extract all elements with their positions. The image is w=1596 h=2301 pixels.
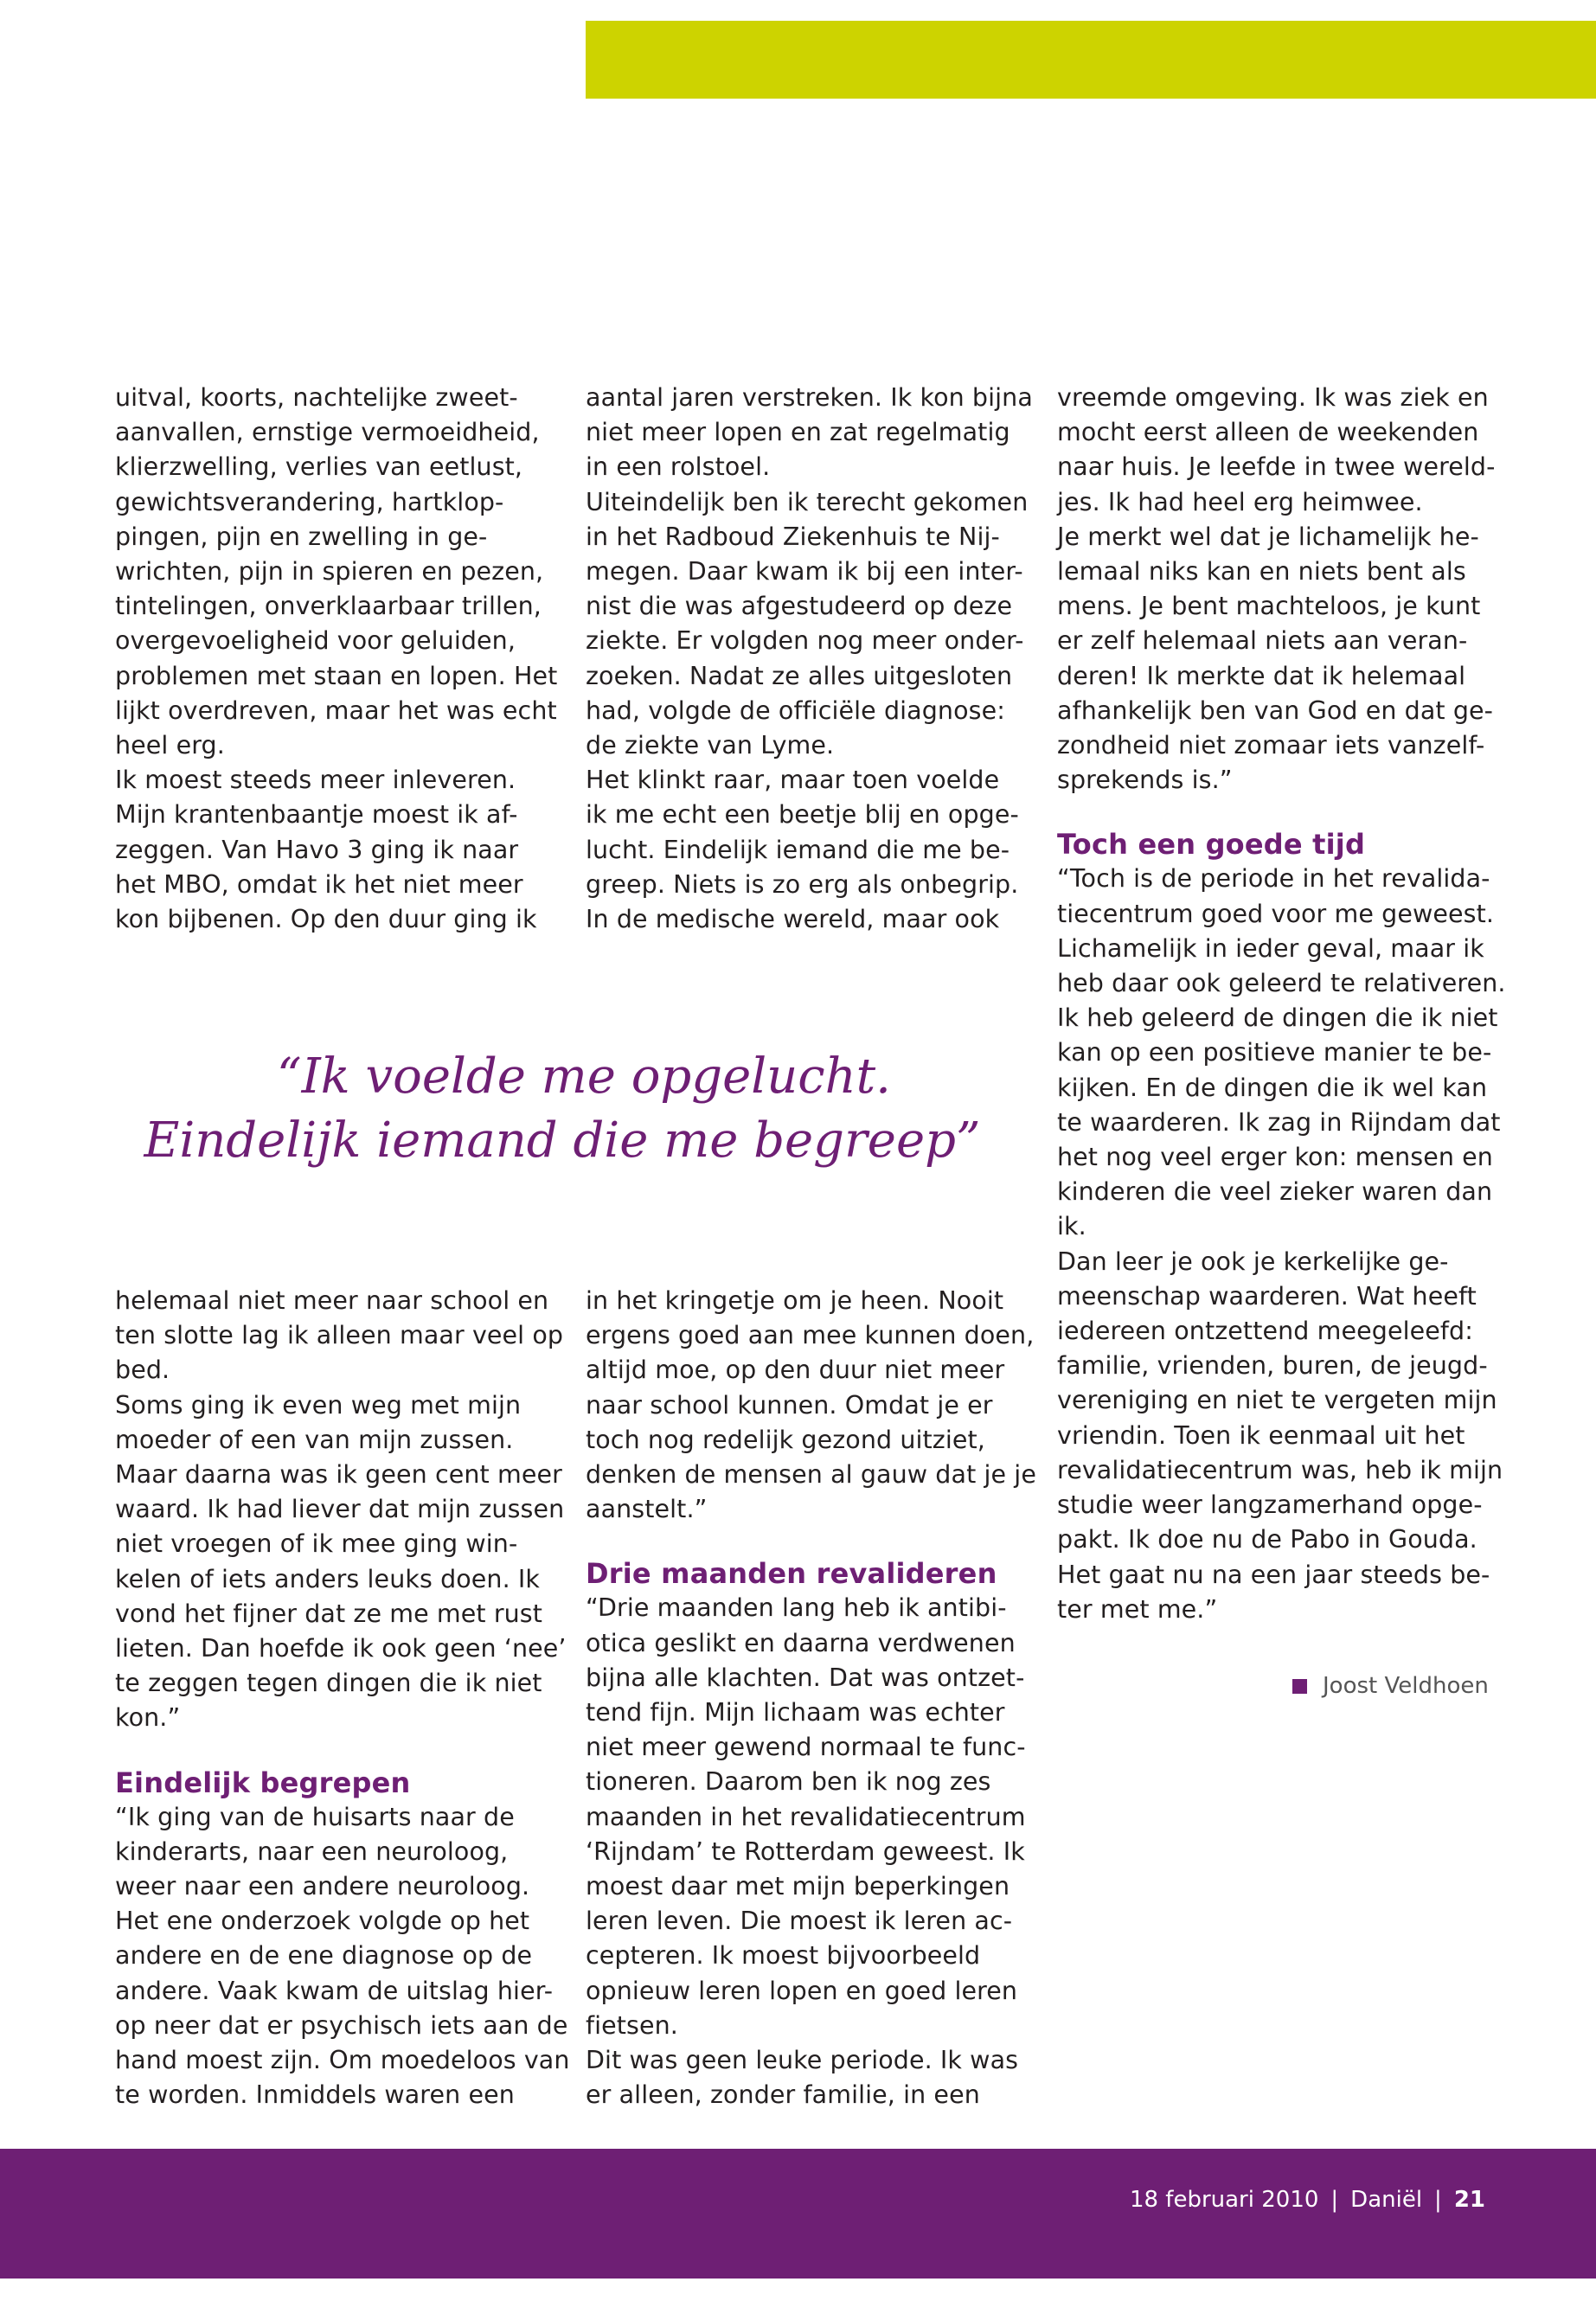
- text-line: andere en de ene diagnose op de: [115, 1941, 533, 1971]
- text-line: zeggen. Van Havo 3 ging ik naar: [115, 835, 519, 864]
- text-line: Het gaat nu na een jaar steeds be-: [1057, 1560, 1490, 1589]
- text-line: Dan leer je ook je kerkelijke ge-: [1057, 1247, 1449, 1276]
- footer-folio: [1130, 2185, 1485, 2214]
- top-accent-bar: [586, 21, 1596, 99]
- author-name: Joost Veldhoen: [1323, 1673, 1489, 1699]
- text-line: Je merkt wel dat je lichamelijk he-: [1057, 522, 1479, 551]
- text-line: pingen, pijn en zwelling in ge-: [115, 522, 488, 551]
- text-line: studie weer langzamerhand opge-: [1057, 1490, 1483, 1520]
- text-line: zondheid niet zomaar iets vanzelf-: [1057, 731, 1485, 760]
- text-line: afhankelijk ben van God en dat ge-: [1057, 695, 1494, 725]
- text-line: revalidatiecentrum was, heb ik mijn: [1057, 1455, 1503, 1484]
- footer-date: 18 februari 2010: [1129, 2187, 1319, 2213]
- text-line: in het Radboud Ziekenhuis te Nij-: [586, 522, 1000, 551]
- text-line: Uiteindelijk ben ik terecht gekomen: [586, 487, 1029, 516]
- pull-quote-line-2: Eindelijk iemand die me begreep”: [144, 1112, 981, 1169]
- page-number: 21: [1453, 2187, 1485, 2213]
- text-line: naar school kunnen. Omdat je er: [586, 1390, 993, 1420]
- text-line: kijken. En de dingen die ik wel kan: [1057, 1073, 1488, 1102]
- text-line: moeder of een van mijn zussen.: [115, 1425, 514, 1454]
- text-line: mocht eerst alleen de weekenden: [1057, 418, 1479, 447]
- text-line: “Toch is de periode in het revalida-: [1057, 864, 1490, 894]
- text-line: ergens goed aan mee kunnen doen,: [586, 1321, 1035, 1350]
- upper-column-2: [586, 381, 1033, 937]
- text-line: heb daar ook geleerd te relativeren.: [1057, 969, 1506, 998]
- text-line: tiecentrum goed voor me geweest.: [1057, 899, 1495, 928]
- lower-column-1-paragraph-1: [115, 1284, 570, 1736]
- text-line: niet meer gewend normaal te func-: [586, 1733, 1026, 1762]
- text-line: lijkt overdreven, maar het was echt: [115, 695, 557, 725]
- text-line: moest daar met mijn beperkingen: [586, 1872, 1010, 1901]
- text-line: het MBO, omdat ik het niet meer: [115, 869, 523, 899]
- text-line: vond het fijner dat ze me met rust: [115, 1599, 543, 1628]
- footer-bar: [0, 2149, 1596, 2279]
- pull-quote-line-1: “Ik voelde me opgelucht.: [277, 1048, 891, 1105]
- right-column-paragraph-2: [1057, 862, 1506, 1626]
- text-line: iedereen ontzettend meegeleefd:: [1057, 1317, 1473, 1346]
- text-line: In de medische wereld, maar ook: [586, 905, 1000, 934]
- footer-magazine-name: Daniël: [1350, 2187, 1423, 2213]
- text-line: niet vroegen of ik mee ging win-: [115, 1529, 518, 1559]
- lower-column-1-paragraph-2: [115, 1800, 570, 2113]
- section-heading-eindelijk-begrepen: Eindelijk begrepen: [115, 1766, 411, 1799]
- text-line: lieten. Dan hoefde ik ook geen ‘nee’: [115, 1634, 567, 1663]
- text-line: naar huis. Je leefde in twee wereld-: [1057, 452, 1496, 482]
- lower-column-2: [586, 1284, 1036, 2112]
- text-line: niet meer lopen en zat regelmatig: [586, 418, 1010, 447]
- text-line: aantal jaren verstreken. Ik kon bijna: [586, 383, 1033, 412]
- text-line: otica geslikt en daarna verdwenen: [586, 1628, 1016, 1657]
- text-line: Mijn krantenbaantje moest ik af-: [115, 800, 518, 830]
- text-line: deren! Ik merkte dat ik helemaal: [1057, 661, 1466, 690]
- text-line: te worden. Inmiddels waren een: [115, 2080, 515, 2110]
- text-line: aanstelt.”: [586, 1495, 708, 1524]
- text-line: kon bijbenen. Op den duur ging ik: [115, 905, 537, 934]
- pull-quote: [0, 1045, 1125, 1173]
- text-line: in het kringetje om je heen. Nooit: [586, 1286, 1004, 1315]
- text-line: sprekends is.”: [1057, 766, 1233, 795]
- text-line: andere. Vaak kwam de uitslag hier-: [115, 1976, 554, 2005]
- text-line: tend fijn. Mijn lichaam was echter: [586, 1698, 1005, 1727]
- upper-column-1: [115, 381, 557, 937]
- text-line: familie, vrienden, buren, de jeugd-: [1057, 1351, 1488, 1381]
- text-line: nist die was afgestudeerd op deze: [586, 592, 1013, 621]
- right-column-paragraph-1: [1057, 381, 1506, 798]
- text-line: meenschap waarderen. Wat heeft: [1057, 1281, 1477, 1311]
- text-line: opnieuw leren lopen en goed leren: [586, 1976, 1018, 2005]
- text-line: Dit was geen leuke periode. Ik was: [586, 2046, 1019, 2075]
- text-line: bijna alle klachten. Dat was ontzet-: [586, 1663, 1025, 1692]
- text-line: Soms ging ik even weg met mijn: [115, 1390, 522, 1420]
- author-byline: [1292, 1671, 1489, 1701]
- text-line: aanvallen, ernstige vermoeidheid,: [115, 418, 540, 447]
- text-line: Ik moest steeds meer inleveren.: [115, 766, 516, 795]
- text-line: ik.: [1057, 1212, 1086, 1241]
- text-line: Het klinkt raar, maar toen voelde: [586, 766, 1000, 795]
- right-column: [1057, 381, 1506, 1627]
- text-line: uitval, koorts, nachtelijke zweet-: [115, 383, 518, 412]
- text-line: “Drie maanden lang heb ik antibi-: [586, 1593, 1007, 1623]
- section-heading-toch-een-goede-tijd: Toch een goede tijd: [1057, 828, 1366, 862]
- text-line: greep. Niets is zo erg als onbegrip.: [586, 869, 1019, 899]
- text-line: jes. Ik had heel erg heimwee.: [1057, 487, 1423, 516]
- text-line: lucht. Eindelijk iemand die me be-: [586, 835, 1010, 864]
- footer-separator-2: |: [1434, 2187, 1442, 2213]
- text-line: vreemde omgeving. Ik was ziek en: [1057, 383, 1489, 412]
- text-line: pakt. Ik doe nu de Pabo in Gouda.: [1057, 1525, 1477, 1554]
- text-line: in een rolstoel.: [586, 452, 771, 482]
- text-line: had, volgde de officiële diagnose:: [586, 695, 1005, 725]
- text-line: mens. Je bent machteloos, je kunt: [1057, 592, 1481, 621]
- text-line: het nog veel erger kon: mensen en: [1057, 1143, 1493, 1172]
- text-line: te waarderen. Ik zag in Rijndam dat: [1057, 1107, 1501, 1137]
- text-line: ik me echt een beetje blij en opge-: [586, 800, 1019, 830]
- text-line: kinderarts, naar een neuroloog,: [115, 1836, 509, 1866]
- text-line: maanden in het revalidatiecentrum: [586, 1802, 1026, 1831]
- text-line: kelen of iets anders leuks doen. Ik: [115, 1564, 541, 1593]
- text-line: gewichtsverandering, hartklop-: [115, 487, 504, 516]
- text-line: er zelf helemaal niets aan veran-: [1057, 626, 1468, 656]
- square-bullet-icon: [1292, 1679, 1307, 1694]
- text-line: cepteren. Ik moest bijvoorbeeld: [586, 1941, 981, 1971]
- section-heading-drie-maanden-revalideren: Drie maanden revalideren: [586, 1557, 997, 1591]
- text-line: bed.: [115, 1356, 170, 1385]
- text-line: de ziekte van Lyme.: [586, 731, 835, 760]
- text-line: te zeggen tegen dingen die ik niet: [115, 1669, 542, 1698]
- text-line: megen. Daar kwam ik bij een inter-: [586, 557, 1023, 586]
- text-line: altijd moe, op den duur niet meer: [586, 1356, 1005, 1385]
- text-line: ten slotte lag ik alleen maar veel op: [115, 1321, 564, 1350]
- text-line: tintelingen, onverklaarbaar trillen,: [115, 592, 542, 621]
- text-line: Het ene onderzoek volgde op het: [115, 1907, 530, 1936]
- text-line: overgevoeligheid voor geluiden,: [115, 626, 516, 656]
- text-line: Ik heb geleerd de dingen die ik niet: [1057, 1003, 1498, 1033]
- text-line: vereniging en niet te vergeten mijn: [1057, 1386, 1497, 1415]
- text-line: “Ik ging van de huisarts naar de: [115, 1802, 515, 1831]
- lower-column-2-paragraph-2: [586, 1591, 1036, 2112]
- text-line: heel erg.: [115, 731, 225, 760]
- text-line: helemaal niet meer naar school en: [115, 1286, 549, 1315]
- text-line: vriendin. Toen ik eenmaal uit het: [1057, 1420, 1465, 1450]
- text-line: er alleen, zonder familie, in een: [586, 2080, 980, 2110]
- text-line: wrichten, pijn in spieren en pezen,: [115, 557, 544, 586]
- text-line: Lichamelijk in ieder geval, maar ik: [1057, 933, 1484, 963]
- text-line: leren leven. Die moest ik leren ac-: [586, 1907, 1013, 1936]
- text-line: ‘Rijndam’ te Rotterdam geweest. Ik: [586, 1836, 1025, 1866]
- text-line: kinderen die veel zieker waren dan: [1057, 1177, 1493, 1207]
- text-line: waard. Ik had liever dat mijn zussen: [115, 1495, 565, 1524]
- text-line: tioneren. Daarom ben ik nog zes: [586, 1767, 991, 1797]
- text-line: fietsen.: [586, 2010, 678, 2040]
- lower-column-1: [115, 1284, 570, 2112]
- text-line: op neer dat er psychisch iets aan de: [115, 2010, 568, 2040]
- lower-column-2-paragraph-1: [586, 1284, 1036, 1527]
- text-line: kan op een positieve manier te be-: [1057, 1038, 1492, 1067]
- text-line: problemen met staan en lopen. Het: [115, 661, 558, 690]
- text-line: klierzwelling, verlies van eetlust,: [115, 452, 523, 482]
- text-line: lemaal niks kan en niets bent als: [1057, 557, 1466, 586]
- text-line: denken de mensen al gauw dat je je: [586, 1460, 1036, 1490]
- text-line: weer naar een andere neuroloog.: [115, 1872, 530, 1901]
- text-line: hand moest zijn. Om moedeloos van: [115, 2046, 570, 2075]
- text-line: Maar daarna was ik geen cent meer: [115, 1460, 562, 1490]
- text-line: toch nog redelijk gezond uitziet,: [586, 1425, 985, 1454]
- text-line: ziekte. Er volgden nog meer onder-: [586, 626, 1024, 656]
- text-line: kon.”: [115, 1703, 181, 1733]
- footer-separator-1: |: [1330, 2187, 1339, 2213]
- text-line: ter met me.”: [1057, 1594, 1218, 1624]
- text-line: zoeken. Nadat ze alles uitgesloten: [586, 661, 1013, 690]
